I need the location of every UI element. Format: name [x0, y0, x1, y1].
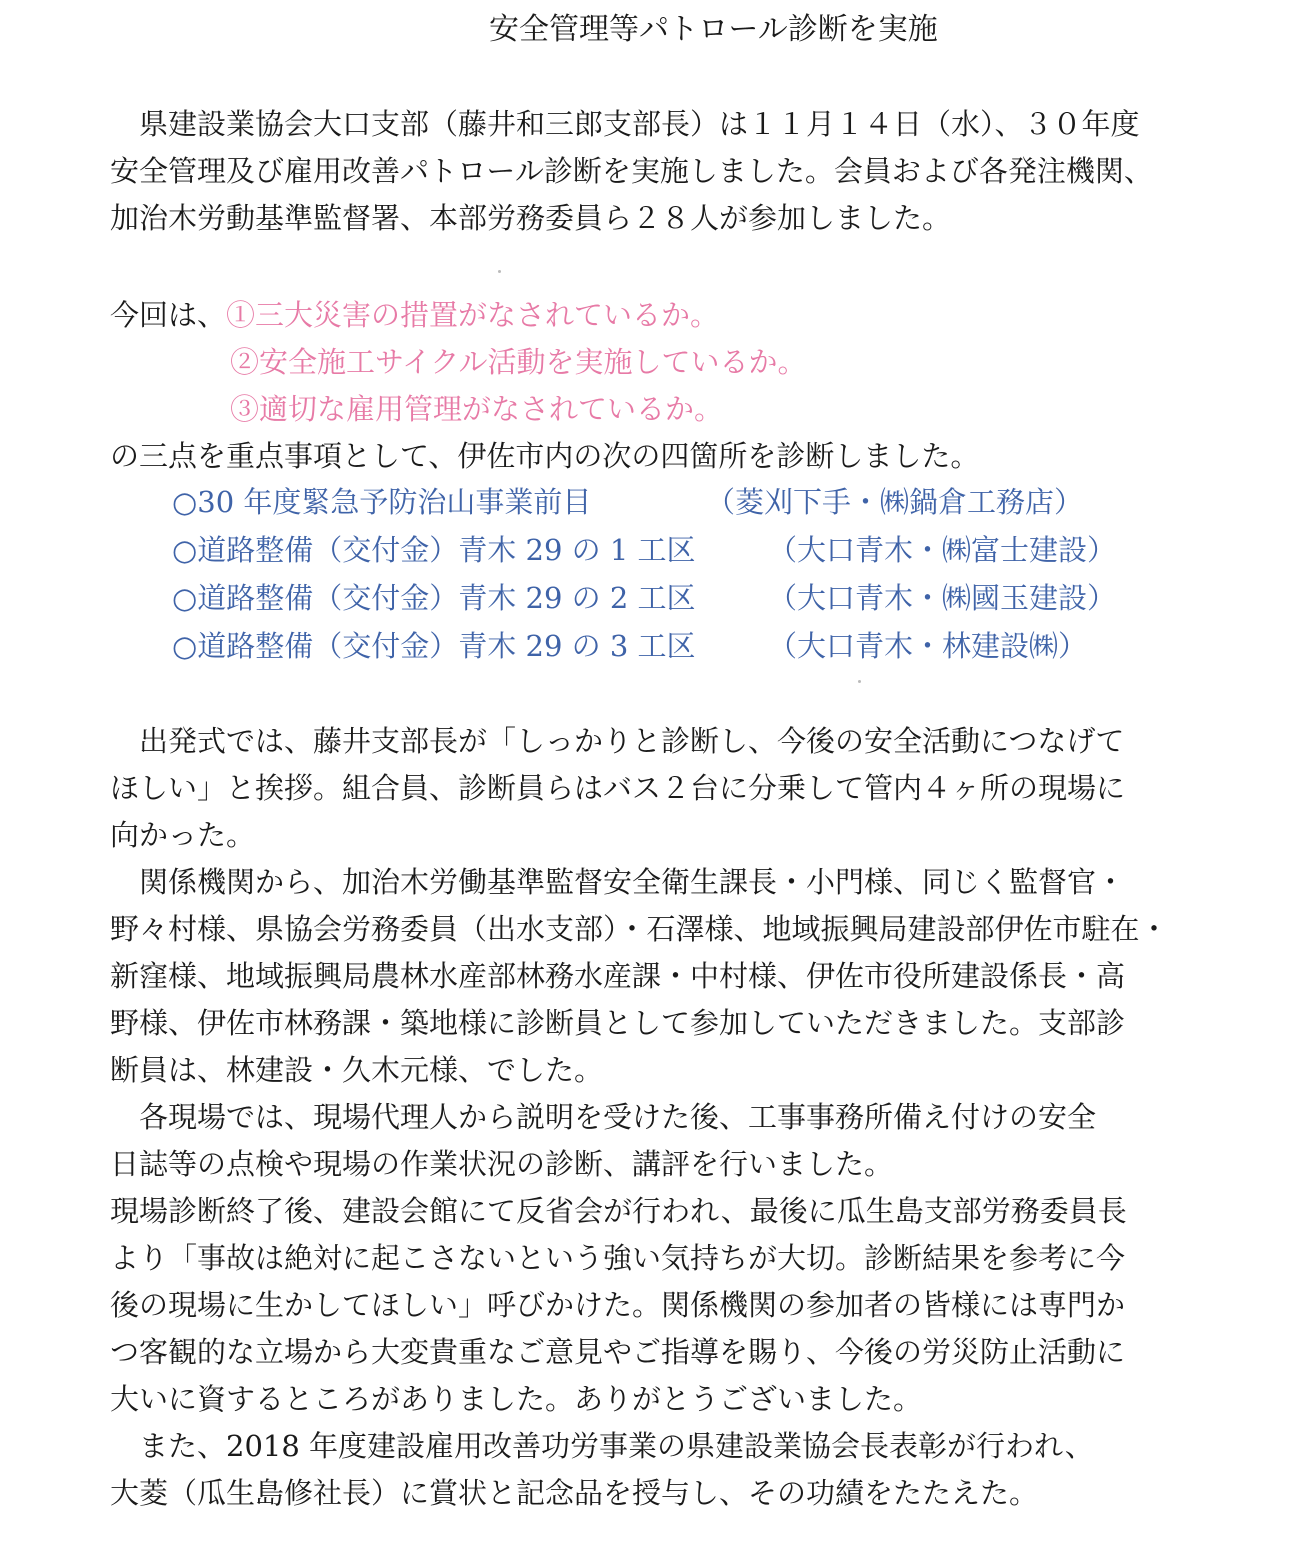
- body-line: 関係機関から、加治木労働基準監督安全衛生課長・小門様、同じく監督官・: [110, 865, 1126, 899]
- body-line: 後の現場に生かしてほしい」呼びかけた。関係機関の参加者の皆様には専門か: [110, 1288, 1126, 1322]
- focus-lead-line: [110, 295, 719, 335]
- focus-item-1: ①三大災害の措置がなされているか。: [226, 298, 720, 332]
- scan-speck: [858, 680, 861, 683]
- body-line: 断員は、林建設・久木元様、でした。: [110, 1053, 604, 1087]
- body-line: 新窪様、地域振興局農林水産部林務水産課・中村様、伊佐市役所建設係長・高: [110, 959, 1126, 993]
- intro-line: 安全管理及び雇用改善パトロール診断を実施しました。会員および各発注機関、: [110, 154, 1153, 188]
- site-name: ○道路整備（交付金）青木 29 の 2 工区: [172, 581, 696, 615]
- focus-closing: の三点を重点事項として、伊佐市内の次の四箇所を診断しました。: [110, 439, 980, 473]
- site-org: （大口青木・㈱國玉建設）: [768, 581, 1117, 615]
- body-line: 日誌等の点検や現場の作業状況の診断、講評を行いました。: [110, 1147, 894, 1181]
- body-line: 現場診断終了後、建設会館にて反省会が行われ、最後に瓜生島支部労務委員長: [110, 1194, 1127, 1228]
- body-line: 各現場では、現場代理人から説明を受けた後、工事事務所備え付けの安全: [110, 1100, 1097, 1134]
- intro-line: 県建設業協会大口支部（藤井和三郎支部長）は１１月１４日（水）、３０年度: [110, 107, 1140, 141]
- body-line: より「事故は絶対に起こさないという強い気持ちが大切。診断結果を参考に今: [110, 1241, 1126, 1275]
- scan-speck: [498, 270, 501, 273]
- page-title: 安全管理等パトロール診断を実施: [489, 12, 938, 47]
- body-line: 出発式では、藤井支部長が「しっかりと診断し、今後の安全活動につなげて: [110, 724, 1125, 758]
- site-name: ○30 年度緊急予防治山事業前目: [172, 485, 592, 519]
- body-line: つ客観的な立場から大変貴重なご意見やご指導を賜り、今後の労災防止活動に: [110, 1335, 1126, 1369]
- body-line: 大菱（瓜生島修社長）に賞状と記念品を授与し、その功績をたたえた。: [110, 1476, 1039, 1510]
- site-name: ○道路整備（交付金）青木 29 の 1 工区: [172, 533, 696, 567]
- site-org: （大口青木・林建設㈱）: [768, 629, 1088, 663]
- focus-item-2: ②安全施工サイクル活動を実施しているか。: [230, 345, 807, 379]
- focus-lead: 今回は、: [110, 298, 227, 332]
- body-line: ほしい」と挨拶。組合員、診断員らはバス２台に分乗して管内４ヶ所の現場に: [110, 771, 1126, 805]
- site-name: ○道路整備（交付金）青木 29 の 3 工区: [172, 629, 696, 663]
- body-line: また、2018 年度建設雇用改善功労事業の県建設業協会長表彰が行われ、: [110, 1429, 1094, 1463]
- body-line: 野々村様、県協会労務委員（出水支部）・石澤様、地域振興局建設部伊佐市駐在・: [110, 912, 1169, 946]
- site-org: （菱刈下手・㈱鍋倉工務店）: [706, 485, 1084, 519]
- focus-item-3: ③適切な雇用管理がなされているか。: [230, 392, 724, 426]
- site-org: （大口青木・㈱富士建設）: [768, 533, 1117, 567]
- body-line: 大いに資するところがありました。ありがとうございました。: [110, 1382, 923, 1416]
- body-line: 向かった。: [110, 818, 256, 852]
- intro-line: 加治木労動基準監督署、本部労務委員ら２８人が参加しました。: [110, 201, 952, 235]
- body-line: 野様、伊佐市林務課・築地様に診断員として参加していただきました。支部診: [110, 1006, 1126, 1040]
